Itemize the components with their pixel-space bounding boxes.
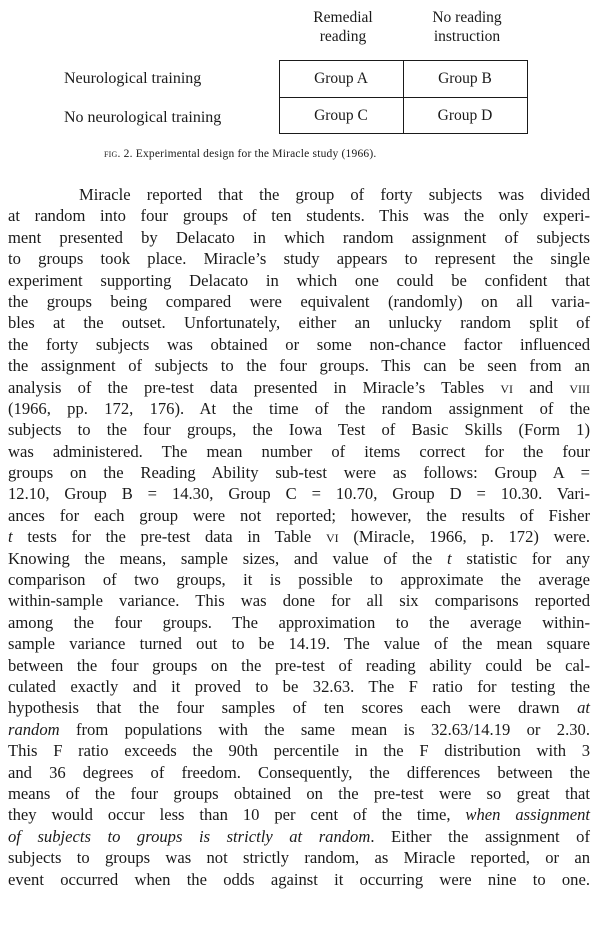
text-line: among the four groups. The approximation to the average within- — [8, 612, 590, 632]
column-header-remedial-reading — [283, 8, 403, 46]
column-header-line: reading — [319, 28, 367, 45]
text-line: and 36 degrees of freedom. Consequently, the differences between the — [8, 762, 590, 782]
table-cell-group-a: Group A — [314, 70, 368, 87]
text-line: 12.10, Group B = 14.30, Group C = 10.70, Group D = 10.30. Vari- — [8, 484, 590, 504]
text-line: Knowing the means, sample sizes, and value of the t statistic for any — [8, 548, 590, 568]
table-cell-group-c: Group C — [314, 107, 368, 124]
table-divider-horizontal — [280, 97, 527, 98]
text-line: experiment supporting Delacato in which one could be confident that — [8, 270, 590, 290]
text-line: within-sample variance. This was done for all six comparisons reported — [8, 591, 590, 611]
text-line: comparison of two groups, it is possible to approximate the average — [8, 570, 590, 590]
text-line: was administered. The mean number of items correct for the four — [8, 441, 590, 461]
column-header-line: Remedial — [313, 9, 373, 26]
text-line: This F ratio exceeds the 90th percentile in the F distribution with 3 — [8, 741, 590, 761]
text-line: random from populations with the same mean is 32.63/14.19 or 2.30. — [8, 719, 590, 739]
body-paragraph — [8, 184, 590, 890]
figure-caption-label: fig. 2. — [104, 148, 133, 160]
text-line: ment presented by Delacato in which random assignment of subjects — [8, 227, 590, 247]
text-line: the forty subjects was obtained or some non-chance factor influenced — [8, 334, 590, 354]
text-line: sample variance turned out to be 14.19. The value of the mean square — [8, 634, 590, 654]
table-cell-group-d: Group D — [437, 107, 493, 124]
text-line: bles at the outset. Unfortunately, either an unlucky random split of — [8, 313, 590, 333]
text-line: ances for each group were not reported; however, the results of Fisher — [8, 505, 590, 525]
column-header-line: instruction — [433, 28, 501, 45]
column-header-line: No reading — [432, 9, 502, 26]
text-line: means of the four groups obtained on the pre-test were so great that — [8, 783, 590, 803]
text-line: the assignment of subjects to the four groups. This can be seen from an — [8, 356, 590, 376]
text-line: (1966, pp. 172, 176). At the time of the random assignment of the — [8, 398, 590, 418]
figure-caption-text: Experimental design for the Miracle study (1966). — [135, 148, 377, 160]
row-label-no-neurological-training: No neurological training — [64, 109, 222, 126]
text-line: Miracle reported that the group of forty subjects was divided — [79, 185, 590, 204]
text-line: of subjects to groups is strictly at random. Either the assignment of — [8, 826, 590, 846]
figure-caption — [104, 148, 376, 160]
text-line: subjects to groups was not strictly random, as Miracle reported, or an — [8, 848, 590, 868]
text-line: hypothesis that the four samples of ten scores each were drawn at — [8, 698, 590, 718]
text-line: to groups took place. Miracle’s study appears to represent the single — [8, 249, 590, 269]
text-line: groups on the Reading Ability sub-test were as follows: Group A = — [8, 463, 590, 483]
text-line: subjects to the four groups, the Iowa Test of Basic Skills (Form 1) — [8, 420, 590, 440]
row-label-neurological-training: Neurological training — [64, 70, 202, 87]
text-line: between the four groups on the pre-test of reading ability could be cal- — [8, 655, 590, 675]
table-cell-group-b: Group B — [438, 70, 492, 87]
column-header-no-reading-instruction — [407, 8, 527, 46]
design-table — [279, 60, 528, 134]
text-line: at random into four groups of ten students. This was the only experi- — [8, 206, 590, 226]
text-line: analysis of the pre-test data presented in Miracle’s Tables vi and viii — [8, 377, 591, 397]
text-line: event occurred when the odds against it occurring were nine to one. — [8, 869, 590, 889]
text-line: culated exactly and it proved to be 32.63. The F ratio for testing the — [8, 676, 590, 696]
text-line: they would occur less than 10 per cent of the time, when assignment — [8, 805, 590, 825]
text-line: t tests for the pre-test data in Table vi (Miracle, 1966, p. 172) were. — [8, 527, 590, 547]
text-line: the groups being compared were equivalent (randomly) on all varia- — [8, 291, 590, 311]
